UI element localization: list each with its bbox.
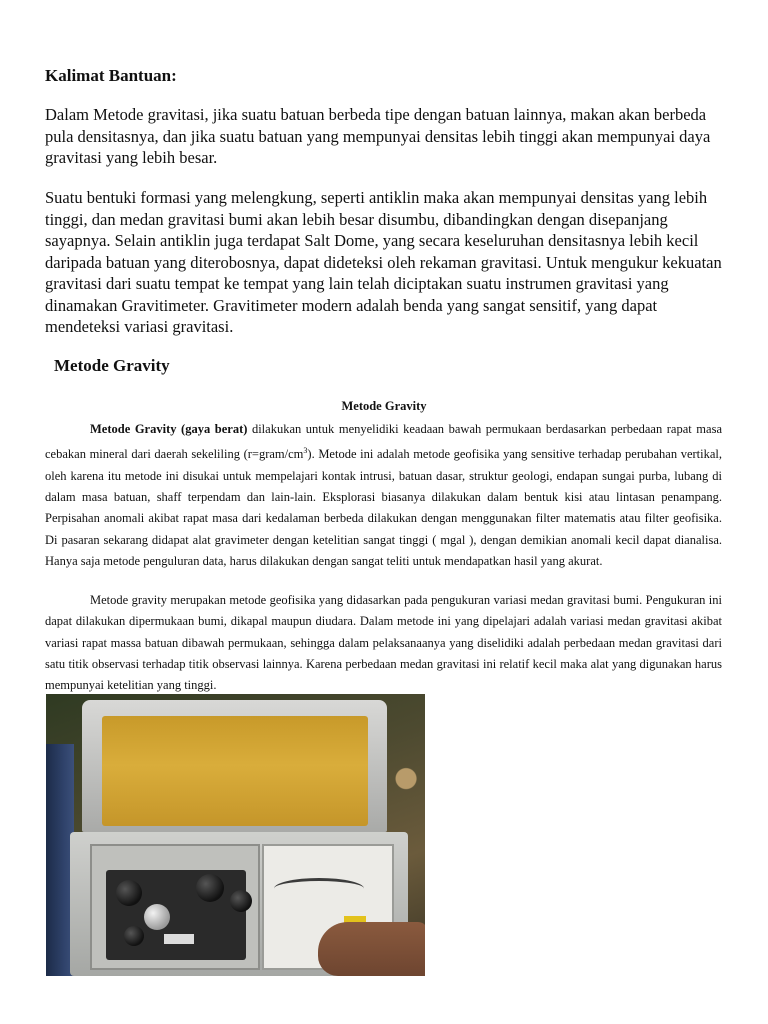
heading-metode-gravity: Metode Gravity: [54, 356, 170, 375]
superscript-3: 3: [303, 446, 308, 456]
instrument-cable: [274, 878, 364, 899]
gravimeter-photo: [46, 694, 425, 976]
section-paragraph-1-pre: dilakukan untuk menyelidiki keadaan bawah permukaan berdasarkan perbedaan rapat masa cebakan mineral dari daerah sekeliling (r=gram/cm: [45, 422, 722, 462]
section-title: Metode Gravity: [341, 399, 427, 413]
dial-icon: [144, 904, 170, 930]
knob-icon: [196, 874, 224, 902]
section-paragraph-2: Metode gravity merupakan metode geofisika yang didasarkan pada pengukuran variasi medan gravitasi bumi. Pengukuran ini dapat dilakukan dipermukaan bumi, dikapal maupun diudara. Dalam metode ini yang dipelajari adalah variasi medan gravitasi akibat variasi rapat massa batuan dibawah permukaan, sehingga dalam pelaksanaanya yang diselidiki adalah perbedaan medan gravitasi dari satu titik observasi terhadap titik observasi lainnya. Karena perbedaan medan gravitasi ini relatif kecil maka alat yang digunakan harus mempunyai ketelitian yang tinggi.: [45, 593, 722, 693]
heading-kalimat-bantuan: Kalimat Bantuan:: [45, 66, 177, 85]
case-lid-lining: [102, 716, 368, 826]
knob-icon: [116, 880, 142, 906]
section-paragraph-1-bold: Metode Gravity (gaya berat): [90, 422, 248, 436]
instrument-label-plate: [164, 934, 194, 944]
knob-icon: [124, 926, 144, 946]
paragraph-2: Suatu bentuki formasi yang melengkung, seperti antiklin maka akan mempunyai densitas yang lebih tinggi, dan medan gravitasi bumi akan lebih besar disumbu, dibandingkan dengan disepanjang sayapnya. Selain antiklin juga terdapat Salt Dome, yang secara keseluruhan densitasnya lebih kecil daripada batuan yang diterobosnya, dapat dideteksi oleh rekaman gravitasi. Untuk mengukur kekuatan gravitasi dari suatu tempat ke tempat yang lain telah diciptakan suatu instrumen gravitasi yang dinamakan Gravitimeter. Gravitimeter modern adalah benda yang sangat sensitif, yang dapat mendeteksi variasi gravitasi.: [45, 188, 722, 336]
section-paragraph-1: [45, 419, 722, 572]
section-paragraph-1-post: ). Metode ini adalah metode geofisika yang sensitive terhadap perubahan vertikal, oleh karena itu metode ini disukai untuk mempelajari kontak intrusi, batuan dasar, struktur geologi, endapan sungai purba, lubang di dalam masa batuan, shaff terpendam dan lain-lain. Eksplorasi biasanya dilakukan dalam bentuk kisi atau lintasan penampang. Perpisahan anomali akibat rapat masa dari kedalaman berbeda dilakukan dengan menggunakan filter matematis atau filter geofisika. Di pasaran sekarang didapat alat gravimeter dengan ketelitian sangat tinggi ( mgal ), dengan demikian anomali kecil dapat dianalisa. Hanya saja metode penguluran data, harus dilakukan dengan sangat teliti untuk mendapatkan hasil yang akurat.: [45, 447, 723, 568]
knob-icon: [230, 890, 252, 912]
photo-hand: [318, 922, 425, 976]
paragraph-1: Dalam Metode gravitasi, jika suatu batuan berbeda tipe dengan batuan lainnya, makan akan berbeda pula densitasnya, dan jika suatu batuan yang mempunyai densitas lebih tinggi akan mempunyai daya gravitasi yang lebih besar.: [45, 105, 711, 167]
